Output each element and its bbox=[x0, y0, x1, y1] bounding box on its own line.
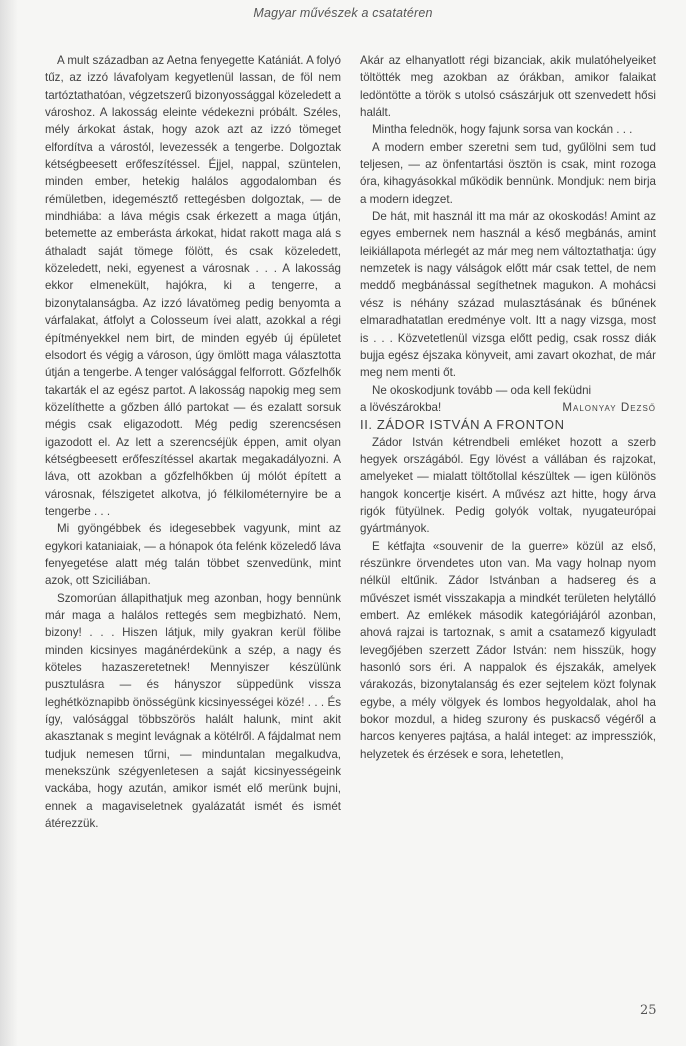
section-title: II. ZÁDOR ISTVÁN A FRONTON bbox=[360, 417, 565, 433]
paragraph: Akár az elhanyatlott régi bizanciak, akik mulatóhelyeiket töltötték meg azokban az órákban, amikor falaikat ledöntötte a török s utolsó császárjuk ott szenvedett hősi halált. bbox=[360, 54, 656, 120]
paragraph: A modern ember szeretni sem tud, gyűlölni sem tud teljesen, — az önfentartási ösztön is csak, mint rozoga óra, kihagyásokkal működik bennünk. Mondjuk: nem birja a modern idegzet. bbox=[360, 140, 656, 206]
left-column bbox=[45, 52, 341, 832]
paragraph: Mintha felednök, hogy fajunk sorsa van kockán . . . bbox=[372, 123, 633, 137]
page-number: 25 bbox=[640, 1003, 657, 1018]
closing-line: a lövészárokba! bbox=[360, 400, 442, 414]
paragraph: Szomorúan állapithatjuk meg azonban, hogy bennünk már maga a halálos rettegés sem megbizható. Nem, bizony! . . . Hiszen látjuk, mily gyakran kerül fölibe minden kicsinyes magánérdekünk a szép, a nagy és köteles hazaszeretetnek! Mennyiszer készülünk pusztulásra — és hányszor süppedünk vissza leghétköznapibb önösségünk kicsinyességei közé! . . . És így, valósággal többszörös halált halunk, mint akit akasztanak s megint levágnak a kötélről. A fájdalmat nem tudjuk nemesen tűrni, — minduntalan megalkudva, menekszünk szégyenletesen a saját kicsinyességeink vackába, hogy azután, amikor ismét elő merünk bujni, ennek a magaviseletnek gyalázatát ismét és ismét átérezzük. bbox=[45, 591, 341, 831]
author-signature: Malonyay Dezső bbox=[562, 400, 656, 414]
paragraph: Mi gyöngébbek és idegesebbek vagyunk, mint az egykori kataniaiak, — a hónapok óta felénk közeledő láva fenyegetése alatt még talán többet szenvedünk, mint azok, ott Sziciliában. bbox=[45, 522, 341, 588]
closing-paragraph: Ne okoskodjunk tovább — oda kell feküdni bbox=[372, 383, 592, 397]
running-head: Magyar művészek a csatatéren bbox=[253, 6, 433, 20]
paragraph: De hát, mit használ itt ma már az okoskodás! Amint az egyes embernek nem használ a késő megbánás, amint leikiállapota mérlegét az már meg nem változtathatja: úgy nemzetek is nagy válságok előtt már csak tettel, de nem meddő megbánással segíthetnek magukon. A mohácsi vész is néhány század mulasztásának és bűnének elmaradhatatlan eredménye volt. Itt a nagy vizsga, most is . . . Közvetetlenül vizsga előtt pedig, csak rossz diák bujja egész éjszaka könyveit, ami zavart okozhat, de már meg nem menti őt. bbox=[360, 210, 656, 380]
right-column bbox=[360, 52, 656, 763]
signature-line bbox=[360, 399, 656, 416]
paragraph: Zádor István kétrendbeli emléket hozott a szerb hegyek országából. Egy lövést a vállában és rajzokat, amelyeket — mialatt töltőtollal készültek — igen különös hangok koncertje kisért. A művész azt hitte, hogy árva rigók fütyülnek. Pedig golyók voltak, nyugateurópai gyártmányok. bbox=[360, 435, 656, 536]
paragraph: E kétfajta «souvenir de la guerre» közül az első, részünkre örvendetes uton van. Ma vagy holnap nyom nélkül eltűnik. Zádor Istvánban a hadsereg és a művészet ismét visszakapja a mindkét területen helytálló embert. Az emlékek második kategóriájáról azonban, ahová rajzai is tartoznak, s amit a csatamező kigyuladt levegőjében szerzett Zádor István: nem hisszük, hogy hasonló sors éri. A nappalok és éjszakák, amelyek várakozás, bizonytalanság és ezer sejtelem közt folynak egybe, a mély völgyek és lombos hegyoldalak, ahol ha bokor mozdul, a hideg szurony és puskacső végéről a harcos kenyeres pajtása, a halál integet: az impressziók, helyzetek és érzések e sora, lehetetlen, bbox=[360, 539, 656, 761]
page-edge-shadow bbox=[0, 0, 18, 1046]
paragraph: A mult században az Aetna fenyegette Katániát. A folyó tűz, az izzó lávafolyam kegyetlenül lassan, de föl nem tartóztathatóan, végzetszerű bizonyossággal közeledett a városhoz. A lakosság eleinte védekezni próbált. Széles, mély árkokat ástak, hogy azok azt az izzó tömeget elfordítva a várostól, levezessék a tengerbe. Dolgoztak kétségbeesett erőfeszítéssel. Éjjel, nappal, szüntelen, minden ember, hetekig halálos aggodalomban és rémületben, idegemésztő rettegésben dolgoztak, — de mindhiába: a láva mégis csak érkezett a maga útján, betemette az emberásta árkokat, hidat rakott maga alá s áthaladt saját tömege fölött, és csak közeledett, közeledett, neki, egyenest a városnak . . . A lakosság ekkor elmenekült, hajókra, ki a tengerre, a bizonytalanságba. Az izzó lávatömeg pedig benyomta a várfalakat, átfolyt a Colosseum ívei alatt, azokkal a régi építményekkel nem birt, de minden egyéb új épületet elsodort és végig a városon, úgy ömlött maga választotta útján a tengerbe. A tenger valósággal felforrott. Gőzfelhők takarták el az egész partot. A lakosság napokig meg sem közelíthette a gőzben álló partokat — és ezalatt sorsuk mégis csak eligazodott. Még pedig szerencsésen igazodott el. Az lett a szerencséjük éppen, amit olyan kétségbeesett erőfeszítéssel akartak megakadályozni. A láva, ott azokban a gőzfelhőkben új mólót épített a városnak, félszigetet alkotva, jó félkilométernyire be a tengerbe . . . bbox=[45, 54, 341, 518]
